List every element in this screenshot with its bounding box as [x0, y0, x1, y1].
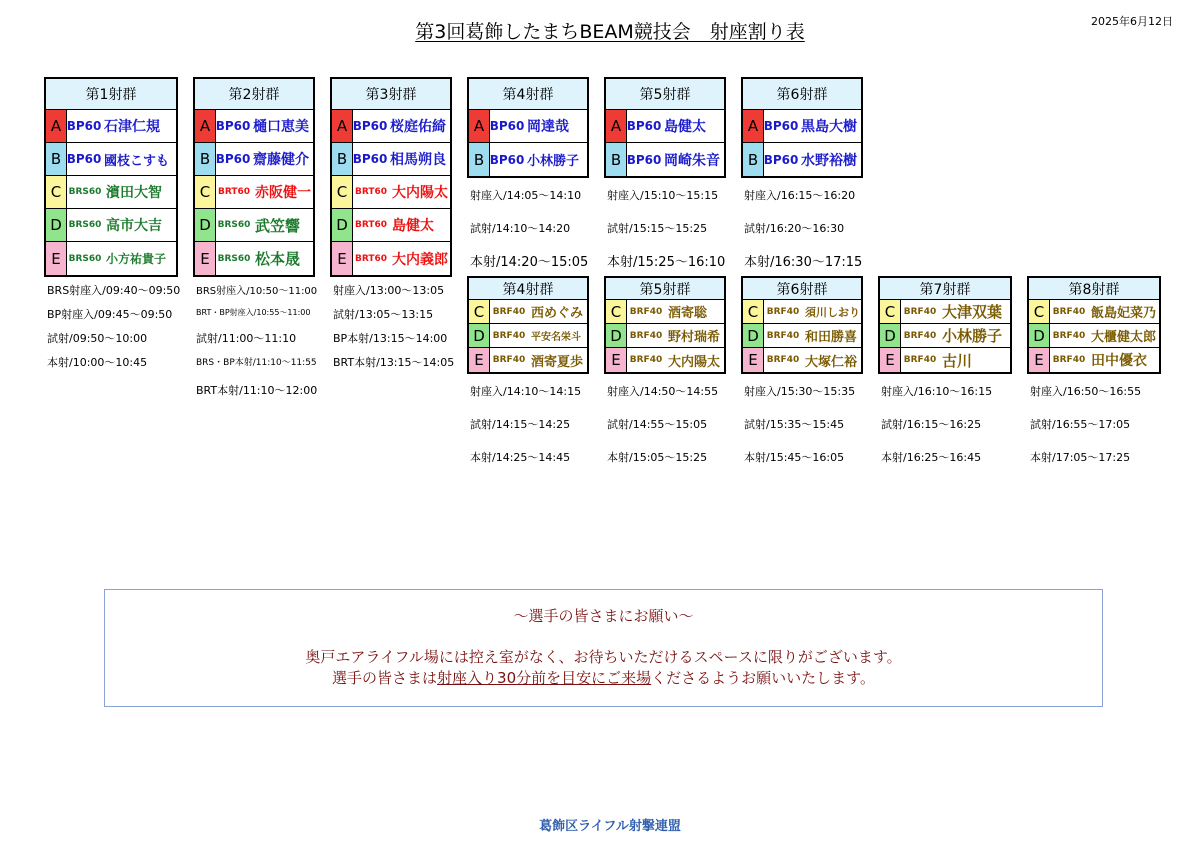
shooter-name: 岡崎朱音 [664, 152, 720, 169]
event-code: BRS60 [217, 220, 251, 230]
schedule-line: 試射/15:15～15:25 [607, 222, 708, 235]
notice-text: 選手の皆さまは [332, 669, 438, 687]
lane-slot [1029, 348, 1159, 372]
group-header: 第3射群 [332, 79, 450, 110]
lane-label: E [195, 242, 216, 275]
group-card [330, 77, 452, 277]
lane-slot [332, 143, 450, 176]
schedule-line: 本射/15:05～15:25 [607, 451, 708, 464]
event-code: BP60 [66, 152, 102, 166]
schedule-line: BRT・BP射座入/10:55～11:00 [196, 308, 311, 317]
event-code: BP60 [626, 119, 662, 133]
schedule-line: 本射/10:00～10:45 [47, 356, 148, 369]
shooter-name: 須川しおり [805, 305, 860, 319]
schedule-line: 本射/17:05～17:25 [1030, 451, 1131, 464]
notice-line: 奥戸エアライフル場には控え室がなく、お待ちいただけるスペースに限りがございます。 [305, 648, 902, 666]
lane-label: E [46, 242, 67, 275]
lane-slot [195, 176, 313, 209]
schedule-line: 本射/14:20～15:05 [470, 255, 589, 270]
event-code: BP60 [763, 152, 799, 167]
event-code: BRF40 [903, 306, 937, 317]
schedule-line: 射座入/16:10～16:15 [881, 385, 993, 398]
group-card [467, 276, 589, 374]
lane-label: E [880, 348, 901, 372]
schedule-line: BRS射座入/10:50～11:00 [196, 286, 318, 297]
shooter-name: 岡達哉 [527, 119, 569, 135]
schedule-line: 射座入/14:10～14:15 [470, 385, 582, 398]
group-card [193, 77, 315, 277]
lane-label: A [46, 110, 67, 142]
lane-slot [1029, 324, 1159, 348]
group-card [604, 77, 726, 178]
notice-line [105, 667, 1102, 688]
event-code: BP60 [215, 119, 251, 133]
lane-slot [332, 209, 450, 242]
notice-text: くださるようお願いいたします。 [651, 669, 875, 687]
shooter-name: 黒島大樹 [801, 119, 857, 135]
lane-slot [332, 110, 450, 143]
group-header: 第4射群 [469, 278, 587, 300]
lane-slot [469, 300, 587, 324]
lane-slot [46, 209, 176, 242]
shooter-name: 濱田大智 [106, 185, 162, 201]
group-header: 第1射群 [46, 79, 176, 110]
schedule-line: BRT本射/13:15～14:05 [333, 356, 455, 369]
lane-label: C [880, 300, 901, 323]
event-code: BRF40 [903, 355, 937, 365]
lane-label: C [469, 300, 490, 323]
event-code: BRF40 [766, 306, 800, 317]
shooter-name: 小方祐貴子 [106, 252, 167, 266]
group-card [604, 276, 726, 374]
lane-slot [195, 242, 313, 275]
schedule-line: 射座入/13:00～13:05 [333, 284, 445, 297]
shooter-name: 水野裕樹 [801, 152, 857, 169]
group-card [1027, 276, 1161, 374]
lane-slot [195, 209, 313, 242]
schedule-line: 試射/11:00～11:10 [196, 332, 297, 345]
shooter-name: 飯島妃菜乃 [1091, 306, 1157, 321]
event-code: BRF40 [492, 306, 526, 317]
schedule-line: 射座入/16:15～16:20 [744, 189, 856, 202]
shooter-name: 大内陽太 [392, 185, 448, 201]
lane-slot [743, 324, 861, 348]
schedule-line: 試射/13:05～13:15 [333, 308, 434, 321]
event-code: BRS60 [68, 220, 102, 230]
lane-label: B [332, 143, 353, 175]
lane-label: E [332, 242, 353, 275]
lane-label: B [195, 143, 216, 175]
shooter-name: 石津仁規 [104, 119, 160, 135]
lane-label: B [46, 143, 67, 175]
event-code: BP60 [763, 119, 799, 133]
lane-label: D [743, 324, 764, 347]
event-code: BRT60 [354, 253, 388, 264]
lane-slot [46, 242, 176, 275]
schedule-line: 射座入/15:30～15:35 [744, 385, 856, 398]
group-header: 第7射群 [880, 278, 1010, 300]
event-code: BP60 [215, 152, 251, 166]
lane-slot [743, 143, 861, 176]
lane-slot [880, 348, 1010, 372]
schedule-line: 試射/14:15～14:25 [470, 418, 571, 431]
schedule-line: 試射/16:15～16:25 [881, 418, 982, 431]
lane-label: C [46, 176, 67, 208]
shooter-name: 島健太 [664, 119, 706, 135]
shooter-name: 松本晟 [255, 250, 301, 268]
lane-label: B [606, 143, 627, 176]
group-card [741, 276, 863, 374]
group-header: 第8射群 [1029, 278, 1159, 300]
lane-label: D [880, 324, 901, 347]
schedule-line: 試射/14:55～15:05 [607, 418, 708, 431]
shooter-name: 大櫃健太郎 [1091, 330, 1157, 345]
shooter-name: 大津双葉 [942, 303, 1003, 321]
schedule-line: BRS・BP本射/11:10～11:55 [196, 358, 317, 368]
schedule-line: 射座入/15:10～15:15 [607, 189, 719, 202]
lane-slot [195, 143, 313, 176]
lane-slot [332, 176, 450, 209]
shooter-name: 樋口恵美 [253, 119, 309, 135]
event-code: BRS60 [68, 253, 102, 264]
group-header: 第6射群 [743, 278, 861, 300]
event-code: BP60 [489, 152, 525, 167]
shooter-name: 野村瑞希 [668, 330, 721, 345]
schedule-line: 射座入/14:50～14:55 [607, 385, 719, 398]
shooter-name: 大内陽太 [668, 354, 721, 370]
lane-label: C [332, 176, 353, 208]
lane-label: A [606, 110, 627, 142]
event-code: BRT60 [217, 187, 251, 197]
event-code: BRF40 [629, 355, 663, 365]
shooter-name: 古川 [942, 351, 973, 370]
lane-slot [46, 143, 176, 176]
shooter-name: 齋藤健介 [253, 152, 309, 168]
event-code: BRT60 [354, 220, 388, 230]
shooter-name: 大塚仁裕 [805, 354, 858, 370]
event-code: BRF40 [629, 330, 663, 341]
shooter-name: 赤阪健一 [255, 185, 311, 201]
event-code: BRF40 [766, 330, 800, 341]
event-code: BRF40 [1052, 330, 1086, 341]
lane-slot [606, 143, 724, 176]
event-code: BRF40 [1052, 306, 1086, 317]
lane-label: A [743, 110, 764, 142]
schedule-line: BRT本射/11:10～12:00 [196, 384, 318, 397]
lane-slot [743, 300, 861, 324]
lane-slot [743, 348, 861, 372]
lane-slot [46, 110, 176, 143]
lane-label: C [195, 176, 216, 208]
group-card [878, 276, 1012, 374]
shooter-name: 島健太 [392, 218, 434, 234]
event-code: BRF40 [1052, 355, 1086, 365]
lane-label: A [195, 110, 216, 142]
group-card [44, 77, 178, 277]
shooter-name: 田中優衣 [1091, 353, 1147, 369]
schedule-line: BRS射座入/09:40～09:50 [47, 284, 181, 297]
lane-label: D [332, 209, 353, 241]
shooter-name: 和田勝喜 [805, 330, 858, 345]
notice-title: ～選手の皆さまにお願い～ [513, 607, 694, 625]
event-code: BP60 [352, 119, 388, 133]
shooter-name: 武笠響 [255, 216, 301, 235]
shooter-name: 酒寄夏歩 [531, 354, 584, 370]
lane-slot [606, 110, 724, 143]
event-code: BRF40 [766, 355, 800, 365]
schedule-line: 本射/14:25～14:45 [470, 451, 571, 464]
shooter-name: 大内義郎 [392, 251, 448, 268]
schedule-line: BP射座入/09:45～09:50 [47, 308, 173, 321]
shooter-name: 平安名栄斗 [531, 332, 581, 343]
event-code: BP60 [626, 152, 662, 167]
schedule-line: 射座入/14:05～14:10 [470, 189, 582, 202]
lane-label: B [469, 143, 490, 176]
group-card [741, 77, 863, 178]
lane-label: D [195, 209, 216, 241]
lane-slot [195, 110, 313, 143]
lane-label: D [469, 324, 490, 347]
shooter-name: 小林勝子 [527, 154, 580, 169]
notice-emphasis: 射座入り30分前を目安にご来場 [437, 669, 652, 687]
group-header: 第5射群 [606, 278, 724, 300]
event-code: BRF40 [629, 306, 663, 317]
schedule-line: 試射/16:55～17:05 [1030, 418, 1131, 431]
lane-label: C [606, 300, 627, 323]
lane-label: E [743, 348, 764, 372]
lane-label: D [606, 324, 627, 347]
schedule-line: 試射/16:20～16:30 [744, 222, 845, 235]
schedule-line: 試射/09:50～10:00 [47, 332, 148, 345]
group-header: 第5射群 [606, 79, 724, 110]
event-code: BRF40 [492, 355, 526, 365]
notice-box [104, 589, 1103, 707]
lane-label: D [46, 209, 67, 241]
group-header: 第4射群 [469, 79, 587, 110]
shooter-name: 小林勝子 [942, 327, 1003, 345]
schedule-line: 本射/16:30～17:15 [744, 255, 863, 270]
shooter-name: 高市大吉 [106, 218, 162, 234]
event-code: BP60 [66, 119, 102, 133]
lane-label: B [743, 143, 764, 176]
document-date: 2025年6月12日 [1091, 15, 1173, 28]
event-code: BP60 [352, 152, 388, 166]
schedule-line: BP本射/13:15～14:00 [333, 332, 448, 345]
lane-label: D [1029, 324, 1050, 347]
lane-slot [880, 300, 1010, 324]
group-header: 第6射群 [743, 79, 861, 110]
footer-organization: 葛飾区ライフル射撃連盟 [539, 819, 681, 834]
event-code: BRT60 [354, 187, 388, 197]
schedule-line: 本射/16:25～16:45 [881, 451, 982, 464]
schedule-line: 本射/15:25～16:10 [607, 255, 726, 270]
group-header: 第2射群 [195, 79, 313, 110]
lane-slot [469, 324, 587, 348]
event-code: BRF40 [903, 330, 937, 341]
page-title: 第3回葛飾したまちBEAM競技会 射座割り表 [415, 21, 805, 43]
lane-label: A [469, 110, 490, 142]
lane-slot [1029, 300, 1159, 324]
lane-slot [46, 176, 176, 209]
event-code: BRS60 [68, 187, 102, 197]
shooter-name: 相馬朔良 [390, 152, 446, 168]
lane-slot [606, 348, 724, 372]
event-code: BRS60 [217, 253, 251, 264]
lane-slot [469, 143, 587, 176]
schedule-line: 本射/15:45～16:05 [744, 451, 845, 464]
lane-label: C [743, 300, 764, 323]
lane-label: A [332, 110, 353, 142]
lane-slot [332, 242, 450, 275]
lane-label: C [1029, 300, 1050, 323]
group-card [467, 77, 589, 178]
lane-slot [606, 324, 724, 348]
lane-slot [606, 300, 724, 324]
shooter-name: 國枝こすも [104, 153, 170, 169]
lane-slot [469, 110, 587, 143]
lane-label: E [1029, 348, 1050, 372]
lane-slot [469, 348, 587, 372]
event-code: BRF40 [492, 330, 526, 341]
lane-slot [880, 324, 1010, 348]
lane-slot [743, 110, 861, 143]
lane-label: E [469, 348, 490, 372]
shooter-name: 西めぐみ [531, 306, 584, 321]
schedule-line: 試射/15:35～15:45 [744, 418, 845, 431]
schedule-line: 射座入/16:50～16:55 [1030, 385, 1142, 398]
schedule-line: 試射/14:10～14:20 [470, 222, 571, 235]
lane-label: E [606, 348, 627, 372]
shooter-name: 酒寄聡 [668, 306, 708, 321]
shooter-name: 桜庭佑綺 [390, 119, 446, 135]
event-code: BP60 [489, 119, 525, 133]
